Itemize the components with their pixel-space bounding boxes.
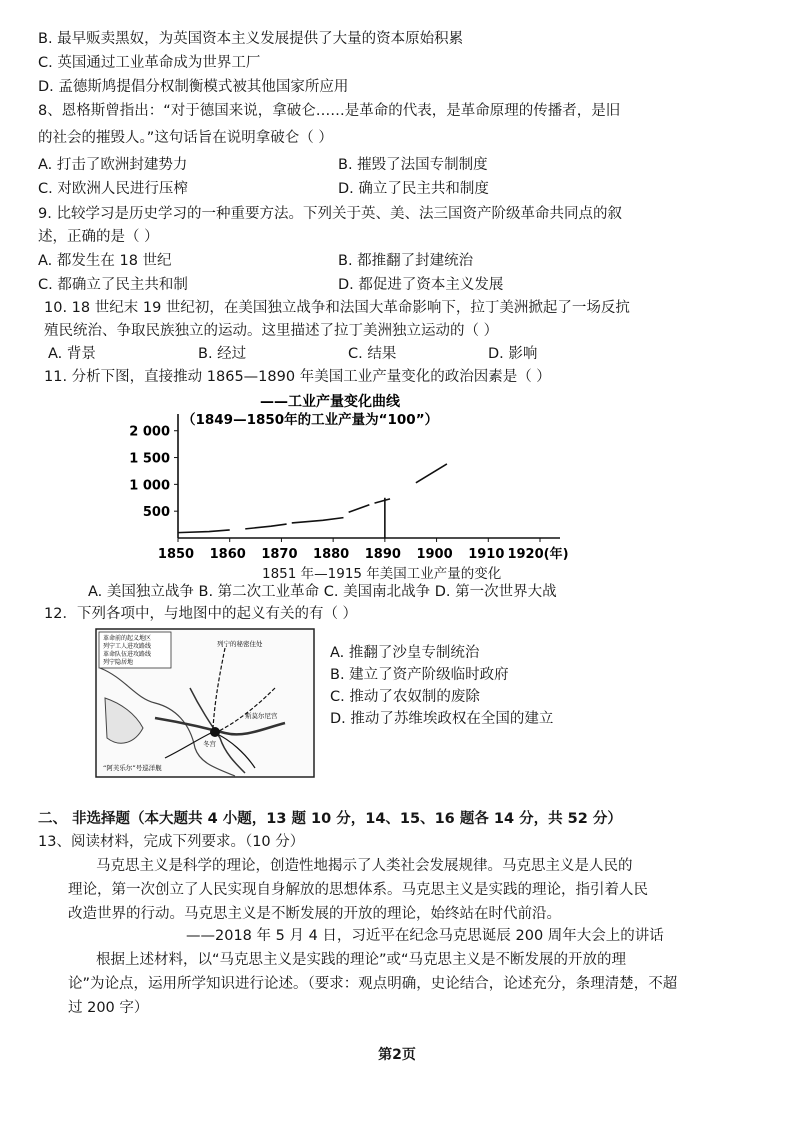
map-target-marker xyxy=(210,727,220,737)
map-legend-item: 革命队伍进攻路线 xyxy=(103,651,152,658)
material-source: ——2018 年 5 月 4 日，习近平在纪念马克思诞辰 200 周年大会上的讲话 xyxy=(186,928,664,944)
requirement-line-3: 过 200 字） xyxy=(68,1000,149,1016)
map-label: 斯莫尔尼宫 xyxy=(245,712,278,720)
page-number: 第2页 xyxy=(378,1047,416,1063)
q10-option-c: C. 结果 xyxy=(348,346,397,362)
chart-caption: 1851 年—1915 年美国工业产量的变化 xyxy=(262,566,502,582)
q10-stem-2: 殖民统治、争取民族独立的运动。这里描述了拉丁美洲独立运动的（ ） xyxy=(44,323,499,339)
x-tick-label: 1900 xyxy=(416,547,453,562)
q7-option-b: B. 最早贩卖黑奴，为英国资本主义发展提供了大量的资本原始积累 xyxy=(38,31,464,47)
output-curve-segment xyxy=(292,518,344,523)
q9-option-a: A. 都发生在 18 世纪 xyxy=(38,253,172,269)
q9-option-c: C. 都确立了民主共和制 xyxy=(38,277,188,293)
q8-option-d: D. 确立了民主共和制度 xyxy=(338,181,489,197)
q12-option-b: B. 建立了资产阶级临时政府 xyxy=(330,667,509,683)
petrograd-uprising-map xyxy=(95,628,315,778)
industrial-output-chart xyxy=(110,390,600,575)
map-label: 列宁的秘密住处 xyxy=(217,640,263,648)
map-label: 冬宫 xyxy=(203,740,216,748)
q8-option-b: B. 摧毁了法国专制制度 xyxy=(338,157,488,173)
x-tick-label: 1880 xyxy=(313,547,350,562)
material-line-2: 理论，第一次创立了人民实现自身解放的思想体系。马克思主义是实践的理论，指引着人民 xyxy=(68,882,648,898)
map-legend-item: 列宁工人进攻路线 xyxy=(103,643,152,650)
output-curve-segment xyxy=(245,524,286,529)
q12-stem: 12．下列各项中，与地图中的起义有关的有（ ） xyxy=(44,606,358,622)
y-tick-label: 1 500 xyxy=(129,451,170,467)
q8-option-c: C. 对欧洲人民进行压榨 xyxy=(38,181,188,197)
q7-option-c: C. 英国通过工业革命成为世界工厂 xyxy=(38,55,261,71)
x-tick-label: 1890 xyxy=(364,547,401,562)
q8-stem-1: 8、恩格斯曾指出：“对于德国来说，拿破仑……是革命的代表，是革命原理的传播者，是旧 xyxy=(38,103,621,119)
requirement-line-1: 根据上述材料，以“马克思主义是实践的理论”或“马克思主义是不断发展的开放的理 xyxy=(96,952,627,968)
y-tick-label: 2 000 xyxy=(129,424,170,440)
q9-option-b: B. 都推翻了封建统治 xyxy=(338,253,474,269)
q7-option-d: D. 孟德斯鸠提倡分权制衡模式被其他国家所应用 xyxy=(38,79,349,95)
q13-stem: 13、阅读材料，完成下列要求。（10 分） xyxy=(38,834,305,850)
q8-option-a: A. 打击了欧洲封建势力 xyxy=(38,157,188,173)
x-tick-label: 1860 xyxy=(209,547,246,562)
y-tick-label: 500 xyxy=(142,505,170,521)
q11-options: A. 美国独立战争 B. 第二次工业革命 C. 美国南北战争 D. 第一次世界大战 xyxy=(88,584,557,600)
q10-option-d: D. 影响 xyxy=(488,346,538,362)
q9-option-d: D. 都促进了资本主义发展 xyxy=(338,277,504,293)
requirement-line-2: 论”为论点，运用所学知识进行论述。（要求：观点明确，史论结合，论述充分，条理清楚，不超 xyxy=(68,976,678,992)
output-curve-segment xyxy=(349,505,370,513)
material-line-3: 改造世界的行动。马克思主义是不断发展的开放的理论，始终站在时代前沿。 xyxy=(68,906,561,922)
section-2-heading: 二、 非选择题（本大题共 4 小题，13 题 10 分，14、15、16 题各 14 分，共 52 分） xyxy=(38,811,622,827)
map-label: “阿芙乐尔”号巡洋舰 xyxy=(103,764,162,772)
map-legend-item: 列宁隐居地 xyxy=(103,659,134,666)
q10-option-b: B. 经过 xyxy=(198,346,247,362)
output-curve-segment xyxy=(375,499,391,503)
q11-stem: 11. 分析下图，直接推动 1865—1890 年美国工业产量变化的政治因素是（ ） xyxy=(44,369,551,385)
chart-subtitle: （1849—1850年的工业产量为“100”） xyxy=(182,412,439,428)
x-tick-label: 1910 xyxy=(468,547,505,562)
chart-axes xyxy=(178,414,560,538)
chart-title: ——工业产量变化曲线 xyxy=(260,394,400,410)
q10-option-a: A. 背景 xyxy=(48,346,96,362)
x-tick-label: 1850 xyxy=(157,547,195,562)
output-curve-segment xyxy=(178,530,230,533)
y-tick-label: 1 000 xyxy=(129,478,170,494)
output-curve-segment xyxy=(416,464,447,483)
x-tick-label: 1920(年) xyxy=(507,547,569,562)
q12-option-a: A. 推翻了沙皇专制统治 xyxy=(330,645,480,661)
q12-option-d: D. 推动了苏维埃政权在全国的建立 xyxy=(330,711,554,727)
q9-stem-1: 9. 比较学习是历史学习的一种重要方法。下列关于英、美、法三国资产阶级革命共同点的叙 xyxy=(38,206,622,222)
map-legend-item: 革命前的起义地区 xyxy=(103,635,152,642)
x-tick-label: 1870 xyxy=(261,547,298,562)
material-line-1: 马克思主义是科学的理论，创造性地揭示了人类社会发展规律。马克思主义是人民的 xyxy=(96,858,633,874)
q9-stem-2: 述，正确的是（ ） xyxy=(38,229,159,245)
q10-stem-1: 10. 18 世纪末 19 世纪初，在美国独立战争和法国大革命影响下，拉丁美洲掀起了一场反抗 xyxy=(44,300,630,316)
q12-option-c: C. 推动了农奴制的废除 xyxy=(330,689,480,705)
q8-stem-2: 的社会的摧毁人。”这句话旨在说明拿破仑（ ） xyxy=(38,130,333,146)
